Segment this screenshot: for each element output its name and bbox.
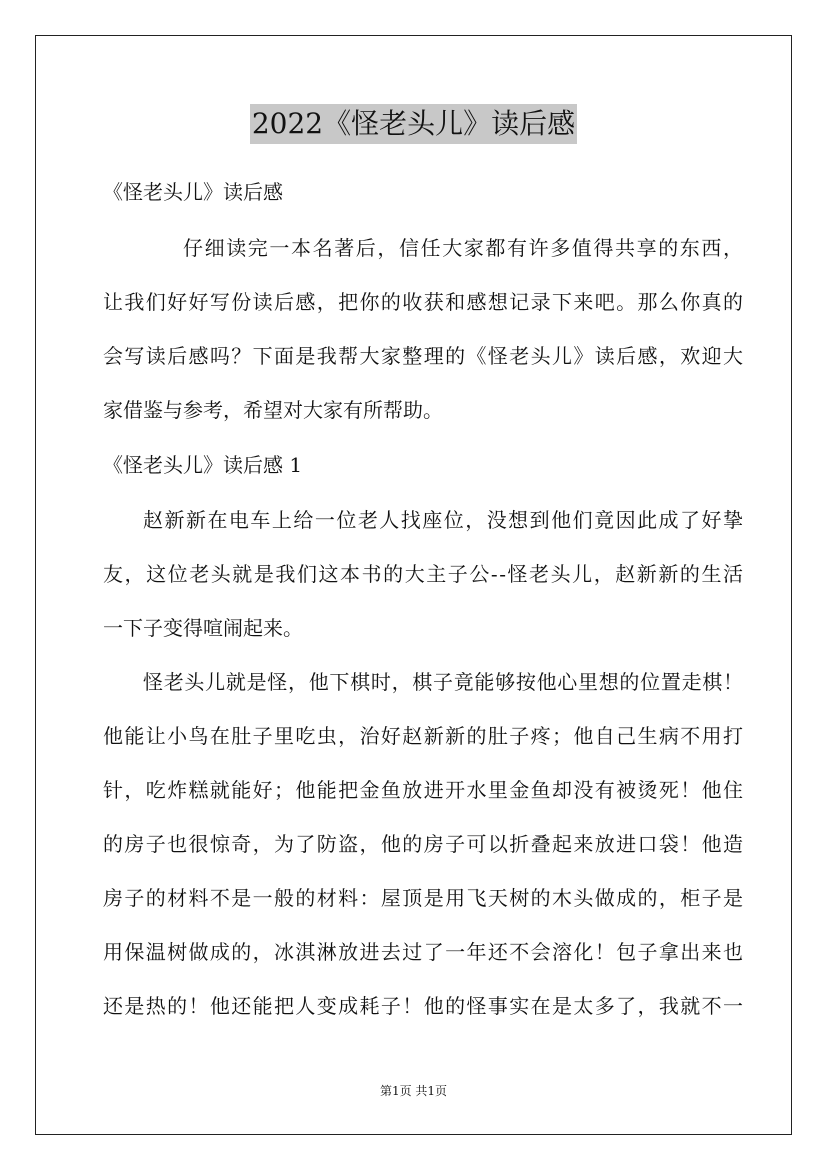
paragraph-line: 的房子也很惊奇，为了防盗，他的房子可以折叠起来放进口袋！他造 [103,832,745,856]
paragraph-line: 他能让小鸟在肚子里吃虫，治好赵新新的肚子疼；他自己生病不用打 [103,724,745,748]
paragraph-line: 用保温树做成的，冰淇淋放进去过了一年还不会溶化！包子拿出来也 [103,940,745,964]
paragraph-line: 家借鉴与参考，希望对大家有所帮助。 [103,398,443,422]
paragraph-line: 怪老头儿就是怪，他下棋时，棋子竟能够按他心里想的位置走棋！ [143,670,744,694]
paragraph-line: 一下子变得喧闹起来。 [103,616,303,640]
paragraph-line: 让我们好好写份读后感，把你的收获和感想记录下来吧。那么你真的 [103,290,745,314]
paragraph-line: 房子的材料不是一般的材料：屋顶是用飞天树的木头做成的，柜子是 [103,886,745,910]
paragraph-line: 针，吃炸糕就能好；他能把金鱼放进开水里金鱼却没有被烫死！他住 [103,778,745,802]
document-title: 2022《怪老头儿》读后感 [250,104,577,144]
paragraph-line: 还是热的！他还能把人变成耗子！他的怪事实在是太多了，我就不一 [103,994,745,1018]
paragraph-line: 会写读后感吗？下面是我帮大家整理的《怪老头儿》读后感，欢迎大 [103,344,745,368]
section-heading: 《怪老头儿》读后感 1 [103,453,303,477]
title-container [0,104,827,144]
page-footer: 第1页 共1页 [379,1084,448,1098]
section-heading: 《怪老头儿》读后感 [103,180,283,204]
paragraph-line: 友，这位老头就是我们这本书的大主子公--怪老头儿，赵新新的生活 [103,562,745,586]
paragraph-line: 赵新新在电车上给一位老人找座位，没想到他们竟因此成了好挚 [143,508,745,532]
paragraph-line: 仔细读完一本名著后，信任大家都有许多值得共享的东西， [183,236,745,260]
